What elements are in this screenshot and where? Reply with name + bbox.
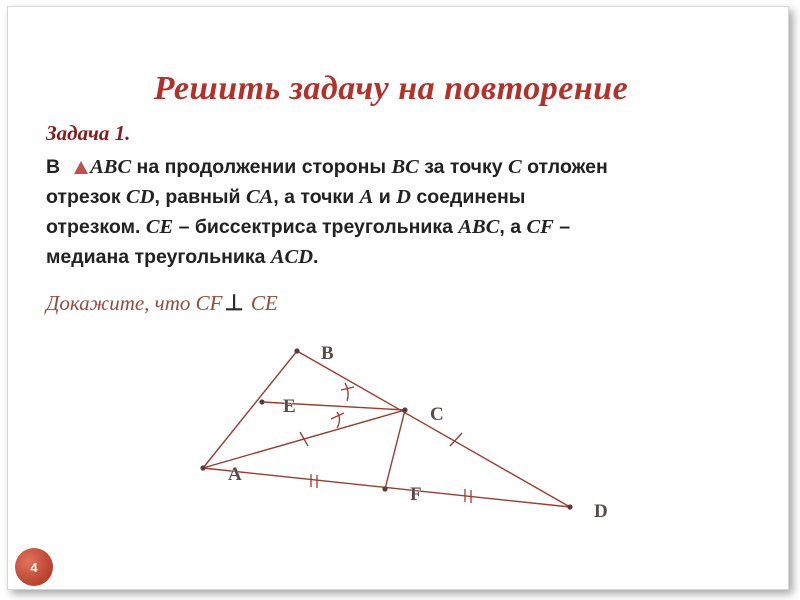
label-d: D xyxy=(594,501,608,522)
perpendicular-symbol: ⊥ xyxy=(224,290,244,315)
segment-cf xyxy=(385,410,405,489)
task-label: Задача 1. xyxy=(46,121,131,145)
label-e: E xyxy=(283,396,296,417)
point-f xyxy=(382,486,387,491)
tick-ac xyxy=(300,432,308,446)
problem-line-3: отрезком. CE – биссектриса треугольника ABC, а CF – xyxy=(46,216,571,238)
prove-statement: Докажите, что CF⊥ CE xyxy=(46,290,278,315)
problem-line-2: отрезок CD, равный CA, а точки A и D соединены xyxy=(46,186,526,208)
problem-line-1: В ABC на продолжении стороны BC за точку C отложен xyxy=(46,156,608,178)
problem-line-4: медиана треугольника ACD. xyxy=(46,246,319,268)
label-f: F xyxy=(410,484,422,505)
angle-arc-ace xyxy=(337,412,340,428)
label-a: A xyxy=(228,464,242,485)
point-e xyxy=(259,399,264,404)
label-c: C xyxy=(430,404,444,425)
point-b xyxy=(294,348,299,353)
slide-title: Решить задачу на повторение xyxy=(153,70,629,107)
point-a xyxy=(200,465,205,470)
label-b: B xyxy=(321,343,334,364)
point-c xyxy=(402,407,407,412)
point-d xyxy=(567,504,572,509)
diagram-lines xyxy=(203,351,570,507)
angle-arc-bce xyxy=(345,383,348,401)
page-number-badge: 4 xyxy=(15,548,53,586)
